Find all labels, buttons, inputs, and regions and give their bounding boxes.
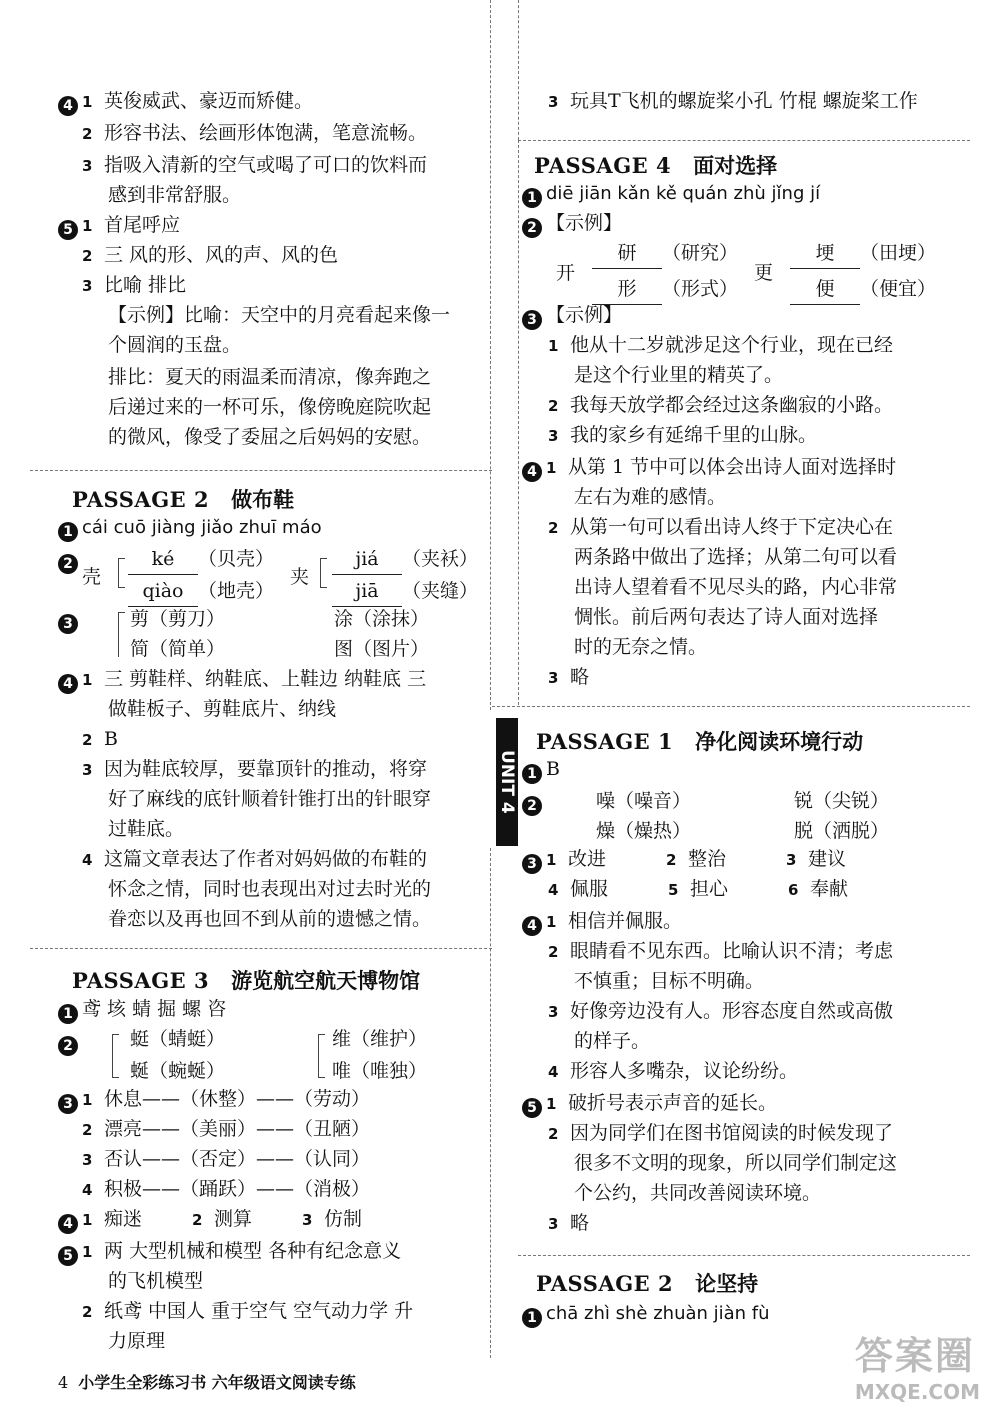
answer-line: 1 cái cuō jiàng jiǎo zhuī máo — [58, 512, 322, 543]
answer-line: 2 形容书法、绘画形体饱满，笔意流畅。 — [82, 122, 428, 144]
passage-title: PASSAGE 2 论坚持 — [536, 1271, 759, 1296]
answer-line: 3 — [58, 604, 82, 634]
answer-line: 1 B — [522, 754, 560, 784]
answer-line: 唯（唯独） — [332, 1060, 428, 1082]
column-divider-left — [490, 0, 491, 710]
answer-line: 4 1 相信并佩服。 — [522, 906, 682, 937]
answer-line: 2 漂亮——（美丽）——（丑陋） — [82, 1118, 371, 1140]
page-footer: 4 小学生全彩练习书 六年级语文阅读专练 — [58, 1373, 356, 1392]
answer-line: 3 因为鞋底较厚，要靠顶针的推动，将穿 — [82, 758, 428, 780]
polyphone-char: 壳 — [82, 566, 102, 588]
answer-line: 5 1 两 大型机械和模型 各种有纪念意义 — [58, 1236, 401, 1267]
answer-line: 3 好像旁边没有人。形容态度自然或高傲 — [548, 1000, 894, 1022]
answer-line: 蜒（蜿蜒） — [130, 1060, 226, 1082]
answer-line: 4 这篇文章表达了作者对妈妈做的布鞋的 — [82, 848, 428, 870]
answer-line: 1 diē jiān kǎn kě quán zhù jǐng jí — [522, 178, 820, 209]
answer-line: 是这个行业里的精英了。 — [574, 364, 784, 386]
divider-line — [518, 140, 970, 141]
answer-line: 很多不文明的现象，所以同学们制定这 — [574, 1152, 898, 1174]
answer-line: 时的无奈之情。 — [574, 636, 708, 658]
answer-line: 4 1 从第 1 节中可以体会出诗人面对选择时 — [522, 452, 896, 483]
bracket — [318, 1034, 325, 1078]
answer-line: 4 积极——（踊跃）——（消极） — [82, 1178, 371, 1200]
answer-line: qiào （地壳） — [128, 576, 274, 607]
answer-line: 2 — [58, 544, 82, 574]
answer-line: 研 （研究） — [592, 238, 738, 269]
answer-line: 锐（尖锐） — [794, 790, 890, 812]
answer-line: 出诗人望着看不见尽头的路，内心非常 — [574, 576, 898, 598]
divider-line — [30, 948, 492, 949]
answer-line: 3 指吸入清新的空气或喝了可口的饮料而 — [82, 154, 428, 176]
answer-line: 埂 （田埂） — [790, 238, 936, 269]
answer-line: 2 三 风的形、风的声、风的色 — [82, 244, 339, 266]
answer-line: 3 比喻 排比 — [82, 274, 187, 296]
column-divider-left-lower — [490, 848, 491, 1358]
answer-line: 3 否认——（否定）——（认同） — [82, 1148, 371, 1170]
answer-line: 3 略 — [548, 666, 590, 688]
polyphone-char: 夹 — [290, 566, 310, 588]
answer-line: 简（简单） — [130, 638, 226, 660]
answer-line: 1 chā zhì shè zhuàn jiàn fù — [522, 1298, 770, 1329]
answer-line: 眷恋以及再也回不到从前的遗憾之情。 — [108, 908, 432, 930]
divider-line — [518, 1255, 970, 1256]
answer-line: 2 我每天放学都会经过这条幽寂的小路。 — [548, 394, 894, 416]
column-divider-right-lower — [518, 140, 519, 705]
passage-title: PASSAGE 1 净化阅读环境行动 — [536, 729, 864, 754]
answer-line: 4 1 三 剪鞋样、纳鞋底、上鞋边 纳鞋底 三 — [58, 664, 426, 695]
answer-line: 3 玩具T飞机的螺旋桨小孔 竹棍 螺旋桨工作 — [548, 90, 918, 112]
question-number-5: 5 — [58, 220, 78, 240]
answer-line: 5 1 破折号表示声音的延长。 — [522, 1088, 777, 1119]
answer-line: 2 因为同学们在图书馆阅读的时候发现了 — [548, 1122, 894, 1144]
answer-line: 3 略 — [548, 1212, 590, 1234]
passage-title: PASSAGE 3 游览航空航天博物馆 — [72, 968, 421, 993]
answer-line: 的飞机模型 — [108, 1270, 204, 1292]
answer-line: 2 【示例】 — [522, 208, 622, 238]
answer-line: 4 佩服 5 担心 6 奉献 — [548, 878, 849, 900]
answer-line: 4 形容人多嘴杂，议论纷纷。 — [548, 1060, 799, 1082]
answer-line: 不慎重；目标不明确。 — [574, 970, 765, 992]
answer-line: 1 鸢 垓 蜻 掘 螺 咨 — [58, 994, 226, 1024]
bracket — [112, 1034, 119, 1078]
divider-line — [492, 706, 970, 707]
answer-line: 过鞋底。 — [108, 818, 185, 840]
answer-line: 便 （便宜） — [790, 274, 936, 305]
answer-line: 2 纸鸢 中国人 重于空气 空气动力学 升 — [82, 1300, 414, 1322]
answer-line: 的样子。 — [574, 1030, 651, 1052]
answer-line: 4 1 英俊威武、豪迈而矫健。 — [58, 86, 313, 117]
answer-line: 3 1 休息——（休整）——（劳动） — [58, 1084, 370, 1115]
divider-line — [30, 470, 492, 471]
question-number-4: 4 — [58, 96, 78, 116]
answer-line: 好了麻线的底针顺着针锥打出的针眼穿 — [108, 788, 432, 810]
answer-line: 2 — [58, 1026, 82, 1056]
answer-line: 2 眼睛看不见东西。比喻认识不清；考虑 — [548, 940, 894, 962]
answer-line: 图（图片） — [334, 638, 430, 660]
answer-line: 怀念之情，同时也表现出对过去时光的 — [108, 878, 432, 900]
polyphone-char: 开 — [556, 262, 576, 284]
bracket — [118, 558, 125, 588]
answer-line: 后递过来的一杯可乐，像傍晚庭院吹起 — [108, 396, 432, 418]
answer-line: 3 1 改进 2 整治 3 建议 — [522, 844, 846, 875]
answer-line: 1 他从十二岁就涉足这个行业，现在已经 — [548, 334, 894, 356]
unit-tab: UNIT 4 — [496, 718, 518, 846]
bracket — [320, 558, 327, 588]
answer-line: 噪（噪音） — [596, 790, 692, 812]
answer-line: 脱（洒脱） — [794, 820, 890, 842]
answer-line: 个圆润的玉盘。 — [108, 334, 242, 356]
answer-line: 2 从第一句可以看出诗人终于下定决心在 — [548, 516, 894, 538]
answer-line: 形 （形式） — [592, 274, 738, 305]
column-divider-right — [518, 0, 519, 140]
answer-line: 2 B — [82, 728, 118, 750]
answer-line: 燥（燥热） — [596, 820, 692, 842]
answer-line: 排比：夏天的雨温柔而清凉，像奔跑之 — [108, 366, 432, 388]
answer-line: 两条路中做出了选择；从第二句可以看 — [574, 546, 898, 568]
answer-line: 个公约，共同改善阅读环境。 — [574, 1182, 822, 1204]
answer-line: 蜓（蜻蜓） — [130, 1028, 226, 1050]
passage-title: PASSAGE 2 做布鞋 — [72, 487, 295, 512]
answer-line: 【示例】比喻：天空中的月亮看起来像一 — [108, 304, 451, 326]
answer-line: 剪（剪刀） — [130, 608, 226, 630]
answer-line: jiā （夹缝） — [332, 576, 478, 607]
answer-line: 涂（涂抹） — [334, 608, 430, 630]
polyphone-char: 更 — [754, 262, 774, 284]
passage-title: PASSAGE 4 面对选择 — [534, 153, 778, 178]
watermark: 答案圈 MXQE.COM — [854, 1334, 980, 1404]
answer-line: 维（维护） — [332, 1028, 428, 1050]
answer-line: 力原理 — [108, 1330, 166, 1352]
answer-line: 3 【示例】 — [522, 300, 622, 330]
answer-line: 做鞋板子、剪鞋底片、纳线 — [108, 698, 337, 720]
answer-line: 惆怅。前后两句表达了诗人面对选择 — [574, 606, 879, 628]
answer-line: 左右为难的感情。 — [574, 486, 727, 508]
answer-line: 5 1 首尾呼应 — [58, 210, 180, 241]
answer-line: 2 — [522, 786, 546, 816]
answer-line: 3 我的家乡有延绵千里的山脉。 — [548, 424, 818, 446]
bracket — [118, 612, 125, 657]
answer-line: ké （贝壳） — [128, 544, 274, 575]
answer-line: 感到非常舒服。 — [108, 184, 242, 206]
answer-line: jiá （夹袄） — [332, 544, 478, 575]
answer-line: 4 1 痴迷 2 测算 3 仿制 — [58, 1204, 362, 1235]
answer-line: 的微风，像受了委屈之后妈妈的安慰。 — [108, 426, 432, 448]
